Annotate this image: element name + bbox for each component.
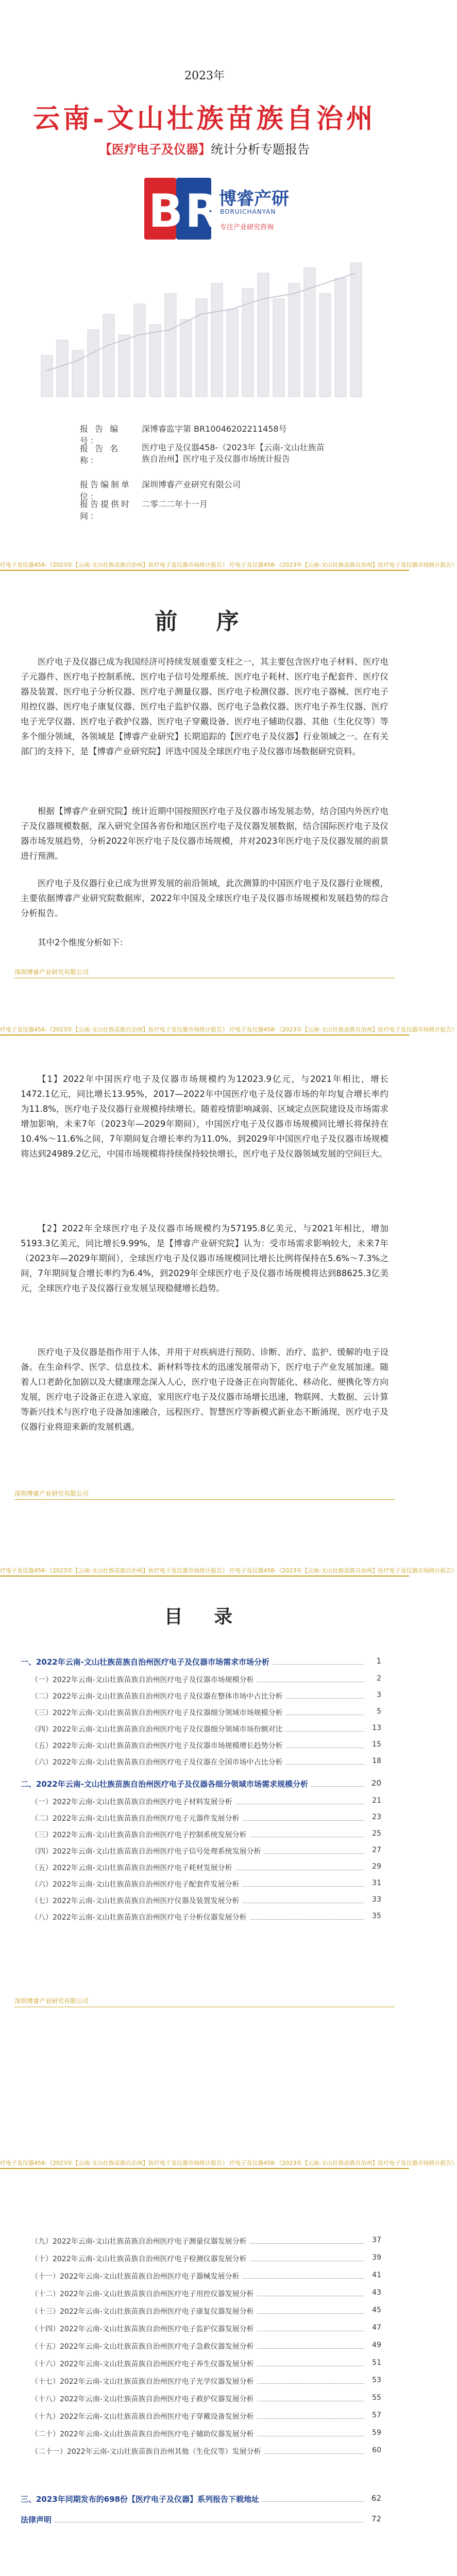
toc-item-title: （六）2022年云南-文山壮族苗族自治州医疗电子及仪器在全国市场中占比分析 <box>31 1758 283 1767</box>
page-header-running: 疗电子及仪器458-《2023年【云南-文山壮族苗族自治州】医疗电子及仪器市场统计报告》 疗电子及仪器458-《2023年【云南-文山壮族苗族自治州】医疗电子及仪器市场统计报告》 <box>0 2160 457 2166</box>
toc-item-title: （九）2022年云南-文山壮族苗族自治州医疗电子测量仪器发展分析 <box>31 2238 247 2246</box>
footer-company: 深圳博睿产业研究有限公司 <box>14 1997 89 2005</box>
toc-section-title: 法律声明 <box>21 2515 52 2524</box>
page-header-running: 疗电子及仪器458-《2023年【云南-文山壮族苗族自治州】医疗电子及仪器市场统计报告》 疗电子及仪器458-《2023年【云南-文山壮族苗族自治州】医疗电子及仪器市场统计报告》 <box>0 1026 457 1033</box>
toc-section-1[interactable] <box>21 1656 381 1667</box>
divider <box>0 1035 409 1036</box>
toc-item[interactable] <box>31 2446 381 2456</box>
toc-item[interactable] <box>31 2289 381 2299</box>
toc-item-title: （八）2022年云南-文山壮族苗族自治州医疗电子分析仪器发展分析 <box>31 1913 247 1922</box>
toc-item[interactable] <box>31 2376 381 2386</box>
footer-company: 深圳博睿产业研究有限公司 <box>14 1490 89 1497</box>
info-label: 报 告 编 号： <box>80 424 121 446</box>
info-value: 深博睿监字第 BR10046202211458号 <box>142 424 287 434</box>
preface-paragraph-4: 其中2个维度分析如下： <box>38 938 128 947</box>
toc-item-title: （七）2022年云南-文山壮族苗族自治州医疗仪器及装置发展分析 <box>31 1897 240 1905</box>
toc-item[interactable] <box>31 1724 381 1734</box>
toc-page-number: 39 <box>372 2253 381 2262</box>
toc-page-number: 37 <box>372 2236 381 2244</box>
toc-section-3[interactable] <box>21 2494 381 2504</box>
toc-item[interactable] <box>31 1813 381 1823</box>
info-label: 报告编制单位： <box>80 480 132 501</box>
toc-item-title: （一）2022年云南-文山壮族苗族自治州医疗电子及仪器市场规模分析 <box>31 1676 254 1684</box>
page-header-running: 疗电子及仪器458-《2023年【云南-文山壮族苗族自治州】医疗电子及仪器市场统计报告》 疗电子及仪器458-《2023年【云南-文山壮族苗族自治州】医疗电子及仪器市场统计报告》 <box>0 562 457 568</box>
toc-item[interactable] <box>31 2394 381 2404</box>
info-row-name <box>80 442 327 466</box>
preface-paragraph-1: 医疗电子及仪器已成为我国经济可持续发展重要支柱之一，其主要包含医疗电子材料、医疗电子元器件、医疗电子控制系统、医疗电子信号处理系统、医疗电子耗材、医疗电子配套件、医疗仪器及装置、医疗电子分析仪器、医疗电子测量仪器、医疗电子检测仪器、医疗电子器械、医疗电子用控仪器、医疗电子康复仪器、医疗电子监护仪器、医疗电子急救仪器、医疗电子养生仪器、医疗电子光学仪器、医疗电子救护仪器、医疗电子穿戴设备、医疗电子辅助仪器、其他（生化仪等）等多个细分领域，各领域是【博睿产业研究】长期追踪的【医疗电子及仪器】行业领域之一。在有关部门的支持下，是【博睿产业研究院】评选中国及全球医疗电子及仪器市场数据研究资料。 <box>21 657 388 756</box>
toc-item-title: （二十）2022年云南-文山壮族苗族自治州医疗电子辅助仪器发展分析 <box>31 2430 254 2438</box>
toc-item[interactable] <box>31 2271 381 2281</box>
toc-item-title: （十五）2022年云南-文山壮族苗族自治州医疗电子急救仪器发展分析 <box>31 2343 254 2351</box>
info-value: 医疗电子及仪器458-《2023年【云南-文山壮族苗族自治州】医疗电子及仪器市场统计报告 <box>142 443 325 464</box>
brand-logo <box>139 175 309 247</box>
report-year: 2023年 <box>184 70 225 82</box>
divider <box>0 2168 409 2169</box>
toc-item-title: （十四）2022年云南-文山壮族苗族自治州医疗电子监护仪器发展分析 <box>31 2325 254 2333</box>
toc-item-title: （三）2022年云南-文山壮族苗族自治州医疗电子控制系统发展分析 <box>31 1831 247 1839</box>
page-header-running: 疗电子及仪器458-《2023年【云南-文山壮族苗族自治州】医疗电子及仪器市场统计报告》 疗电子及仪器458-《2023年【云南-文山壮族苗族自治州】医疗电子及仪器市场统计报告》 <box>0 1567 457 1574</box>
toc-item-title: （五）2022年云南-文山壮族苗族自治州医疗电子耗材发展分析 <box>31 1864 232 1872</box>
toc-item-title: （二十一）2022年云南-文山壮族苗族自治州其他（生化仪等）发展分析 <box>31 2448 261 2456</box>
toc-page-number: 43 <box>372 2289 381 2297</box>
toc-item-title: （一）2022年云南-文山壮族苗族自治州医疗电子材料发展分析 <box>31 1798 232 1806</box>
preface-title: 前 序 <box>155 608 255 635</box>
toc-page-number: 47 <box>372 2324 381 2332</box>
cover-background-bars <box>36 252 371 402</box>
toc-item[interactable] <box>31 1797 381 1807</box>
toc-page-number: 53 <box>372 2376 381 2384</box>
market-paragraph-global: 【2】2022年全球医疗电子及仪器市场规模约为57195.8亿美元，与2021年相比，增加5193.3亿美元，同比增长9.99%，是【博睿产业研究院】认为：受市场需求影响较大，未来7年（2023年—2029年期间），全球医疗电子及仪器市场规模同比增长比例将保持在5.6%～7.3%之间，7年期间复合增长率约为6.4%，到2029年全球医疗电子及仪器市场规模将达到88625.3亿美元，全球医疗电子及仪器行业发展呈现稳健增长趋势。 <box>21 1224 388 1293</box>
report-subtitle <box>0 139 409 157</box>
subtitle-rest: 统计分析专题报告 <box>211 142 310 157</box>
toc-section-title: 二、2022年云南-文山壮族苗族自治州医疗电子及仪器各细分领域市场需求规模分析 <box>21 1780 308 1789</box>
info-label: 报告提供时间： <box>80 499 132 521</box>
toc-page-number: 20 <box>371 1778 381 1788</box>
toc-page-number: 15 <box>372 1740 381 1749</box>
toc-item-title: （五）2022年云南-文山壮族苗族自治州医疗电子及仪器市场规模增长趋势分析 <box>31 1742 283 1750</box>
market-paragraph-definition: 医疗电子及仪器是指作用于人体，并用于对疾病进行预防、诊断、治疗、监护、缓解的电子设备。在生命科学、医学、信息技术、新材料等技术的迅速发展带动下，医疗电子产业发展加速。随着人口老龄化加剧以及大健康理念深入人心，医疗电子设备正在向智能化、移动化、便携化等方向发展，医疗电子设备正在进入家庭，家用医疗电子及仪器市场增长迅速，物联网、大数据、云计算等新兴技术与医疗电子设备加速融合，远程医疗、智慧医疗等新模式新业态不断涌现，医疗电子及仪器行业将迎来新的发展机遇。 <box>21 1347 388 1432</box>
toc-item-title: （十八）2022年云南-文山壮族苗族自治州医疗电子救护仪器发展分析 <box>31 2395 254 2403</box>
toc-page-number: 5 <box>377 1707 381 1716</box>
toc-page-number: 55 <box>372 2394 381 2402</box>
toc-item[interactable] <box>31 2359 381 2369</box>
toc-item[interactable] <box>31 1757 381 1767</box>
toc-page-number: 59 <box>372 2429 381 2437</box>
toc-item[interactable] <box>31 2236 381 2246</box>
toc-item-title: （十七）2022年云南-文山壮族苗族自治州医疗电子光学仪器发展分析 <box>31 2378 254 2386</box>
info-label: 报 告 名 称： <box>80 444 121 465</box>
toc-item[interactable] <box>31 1879 381 1889</box>
logo-tagline: 专注产业研究咨询 <box>220 224 274 231</box>
toc-item[interactable] <box>31 1829 381 1840</box>
toc-item[interactable] <box>31 1862 381 1873</box>
toc-item-title: （十）2022年云南-文山壮族苗族自治州医疗电子检测仪器发展分析 <box>31 2255 247 2263</box>
divider <box>0 1575 409 1577</box>
market-paragraph-china: 【1】2022年中国医疗电子及仪器市场规模约为12023.9亿元，与2021年相比，增长1472.1亿元，同比增长13.95%，2017—2022年中国医疗电子及仪器市场的年均复合增长率约为11.8%，医疗电子及仪器行业规模持续增长。随着疫情影响减弱、区域定点医院建设及市场需求增加影响，未来7年（2023年—2029年期间），中国医疗电子及仪器市场规模同比增长将保持在10.4%～11.6%之间，7年期间复合增长率约为11.0%，到2029年中国医疗电子及仪器市场规模将达到24989.2亿元，中国市场规模将持续保持较快增长，医疗电子及仪器领域发展的空间巨大。 <box>21 1074 388 1159</box>
toc-page-number: 62 <box>371 2494 381 2503</box>
toc-item[interactable] <box>31 1846 381 1856</box>
toc-item[interactable] <box>31 1912 381 1922</box>
toc-item-title: （十一）2022年云南-文山壮族苗族自治州医疗电子器械发展分析 <box>31 2273 240 2281</box>
info-value: 二零二二年十一月 <box>142 499 208 509</box>
toc-item-title: （十九）2022年云南-文山壮族苗族自治州医疗电子穿戴设备发展分析 <box>31 2413 254 2421</box>
toc-item-title: （二）2022年云南-文山壮族苗族自治州医疗电子元器件发展分析 <box>31 1815 240 1823</box>
toc-item-title: （十六）2022年云南-文山壮族苗族自治州医疗电子养生仪器发展分析 <box>31 2360 254 2368</box>
toc-page-number: 31 <box>372 1879 381 1887</box>
toc-item[interactable] <box>31 2411 381 2421</box>
toc-item[interactable] <box>31 1707 381 1718</box>
toc-page-number: 35 <box>372 1912 381 1920</box>
footer-line <box>14 1499 395 1500</box>
toc-item[interactable] <box>31 1895 381 1906</box>
toc-item[interactable] <box>31 1674 381 1685</box>
toc-item-title: （四）2022年云南-文山壮族苗族自治州医疗电子信号处理系统发展分析 <box>31 1848 261 1856</box>
toc-item[interactable] <box>31 2341 381 2351</box>
info-value: 深圳博睿产业研究有限公司 <box>142 480 241 489</box>
toc-item[interactable] <box>31 2306 381 2316</box>
toc-page-number: 41 <box>372 2271 381 2279</box>
toc-item-title: （三）2022年云南-文山壮族苗族自治州医疗电子及仪器细分领域市场规模分析 <box>31 1709 283 1717</box>
logo-cn-name: 博睿产研 <box>219 189 289 209</box>
toc-item-title: （十二）2022年云南-文山壮族苗族自治州医疗电子用控仪器发展分析 <box>31 2290 254 2298</box>
toc-item-title: （十三）2022年云南-文山壮族苗族自治州医疗电子康复仪器发展分析 <box>31 2308 254 2316</box>
toc-item[interactable] <box>31 1691 381 1701</box>
toc-page-number: 21 <box>372 1797 381 1805</box>
toc-page-number: 49 <box>372 2341 381 2349</box>
toc-page-number: 60 <box>372 2446 381 2454</box>
toc-page-number: 3 <box>377 1691 381 1699</box>
toc-page-number: 1 <box>376 1656 381 1666</box>
toc-page-number: 45 <box>372 2306 381 2314</box>
toc-item[interactable] <box>31 2324 381 2334</box>
toc-section-2[interactable] <box>21 1778 381 1789</box>
subtitle-bracket: 【医疗电子及仪器】 <box>99 142 211 157</box>
toc-section-title: 一、2022年云南-文山壮族苗族自治州医疗电子及仪器市场需求市场分析 <box>21 1657 269 1667</box>
toc-section-title: 三、2023年同期发布的698份【医疗电子及仪器】系列报告下载地址 <box>21 2495 260 2504</box>
toc-page-number: 18 <box>372 1757 381 1765</box>
toc-page-number: 2 <box>377 1674 381 1683</box>
info-row-date <box>80 498 327 521</box>
preface-paragraph-2: 根据【博睿产业研究院】统计近期中国按照医疗电子及仪器市场发展态势，结合国内外医疗电子及仪器规模数据，深入研究全国各省份和地区医疗电子及仪器发展数据，结合国际医疗电子及仪器市场发展趋势，分析2022年医疗电子及仪器市场规模，并对2023年医疗电子及仪器发展的前景进行预测。 <box>21 806 388 861</box>
region-title: 云南-文山壮族苗族自治州 <box>33 103 376 134</box>
footer-company: 深圳博睿产业研究有限公司 <box>14 969 89 976</box>
toc-page-number: 25 <box>372 1829 381 1838</box>
toc-page-number: 13 <box>372 1724 381 1732</box>
logo-en-name: BORUICHANYAN <box>220 208 276 215</box>
toc-title: 目 录 <box>164 1606 245 1628</box>
toc-item[interactable] <box>31 1740 381 1751</box>
toc-page-number: 29 <box>372 1862 381 1871</box>
divider <box>0 570 409 571</box>
toc-item-title: （二）2022年云南-文山壮族苗族自治州医疗电子及仪器在整体市场中占比分析 <box>31 1692 283 1701</box>
logo-letters: BR <box>148 184 222 238</box>
preface-paragraph-3: 医疗电子及仪器行业已成为世界发展的前沿领域，此次测算的中国医疗电子及仪器行业规模，主要依据博睿产业研究院数据库，2022年中国及全球医疗电子及仪器市场规模和发展趋势的综合分析报告。 <box>21 878 388 918</box>
toc-page-number: 23 <box>372 1813 381 1821</box>
toc-page-number: 33 <box>372 1895 381 1904</box>
toc-item-title: （四）2022年云南-文山壮族苗族自治州医疗电子及仪器细分领域市场份额对比 <box>31 1725 283 1734</box>
toc-item[interactable] <box>31 2253 381 2264</box>
toc-page-number: 27 <box>372 1846 381 1854</box>
toc-page-number: 57 <box>372 2411 381 2419</box>
toc-section-legal[interactable] <box>21 2514 381 2525</box>
toc-item[interactable] <box>31 2429 381 2439</box>
toc-page-number: 51 <box>372 2359 381 2367</box>
toc-item-title: （六）2022年云南-文山壮族苗族自治州医疗电子配套件发展分析 <box>31 1880 240 1889</box>
toc-page-number: 72 <box>371 2514 381 2523</box>
